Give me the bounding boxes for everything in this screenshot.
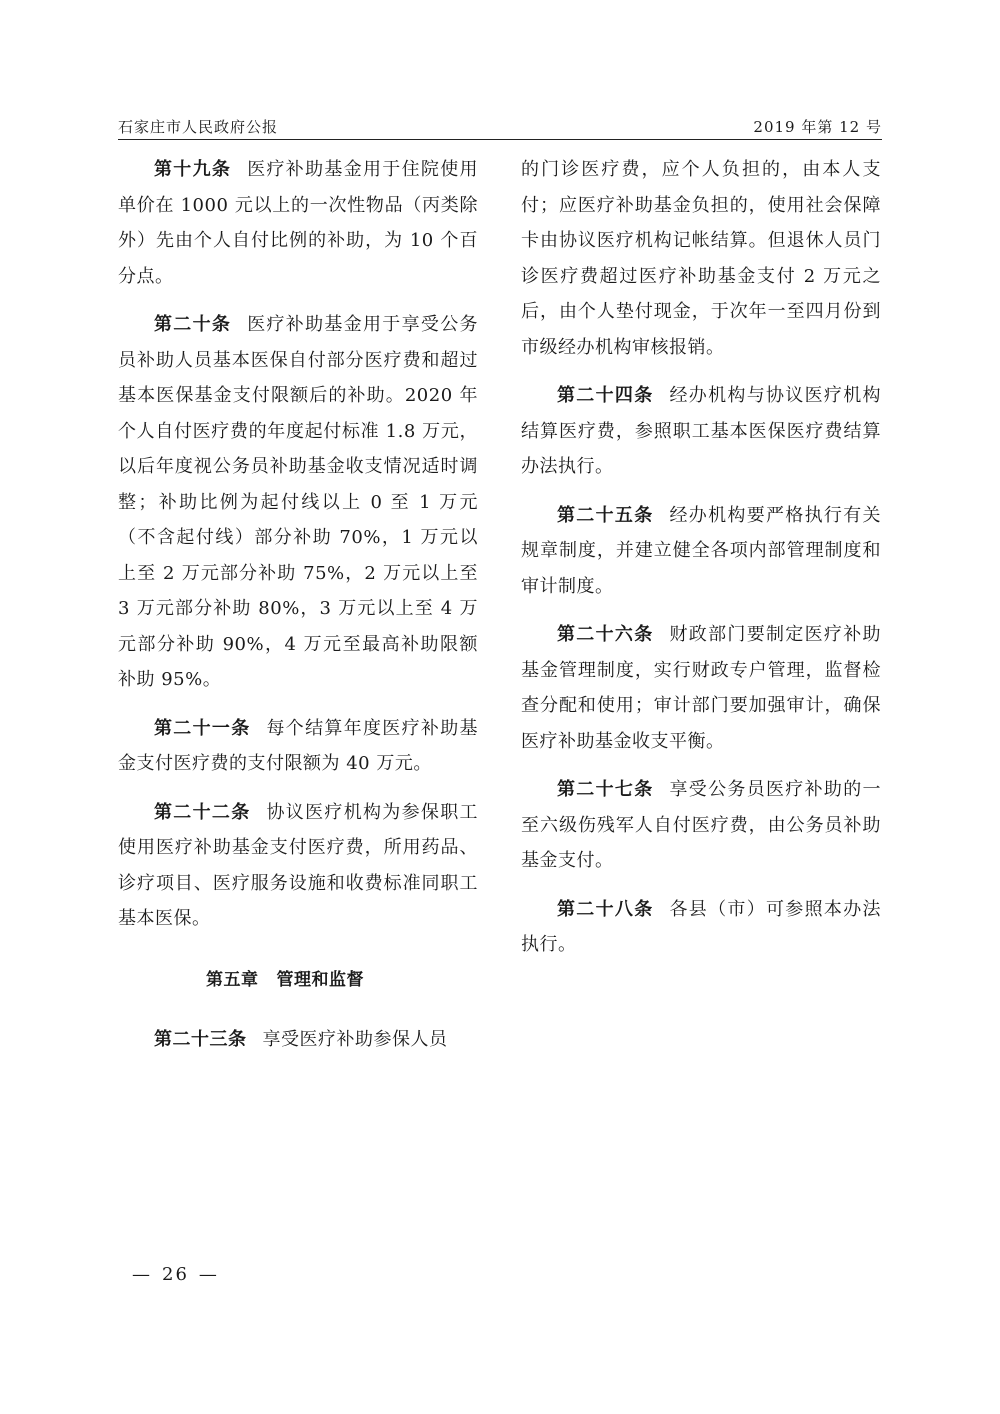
- article-text: 享受公务员医疗补助的一至六级伤残军人自付医疗费，由公务员补助基金支付。: [521, 779, 881, 871]
- article-19: [118, 152, 478, 294]
- article-28: [521, 892, 881, 963]
- article-25: [521, 498, 881, 605]
- article-text: 经办机构要严格执行有关规章制度，并建立健全各项内部管理制度和审计制度。: [521, 504, 881, 597]
- article-text: 每个结算年度医疗补助基金支付医疗费的支付限额为 40 万元。: [118, 717, 478, 774]
- chapter-heading: [118, 963, 478, 999]
- article-text: 财政部门要制定医疗补助基金管理制度，实行财政专户管理，监督检查分配和使用；审计部门要加强审计，确保医疗补助基金收支平衡。: [521, 624, 881, 752]
- article-21: [118, 711, 478, 782]
- article-text: 经办机构与协议医疗机构结算医疗费，参照职工基本医保医疗费结算办法执行。: [521, 385, 881, 477]
- page-footer: [122, 1264, 229, 1285]
- running-header: [118, 116, 882, 138]
- left-column: [118, 152, 478, 1071]
- article-text: 协议医疗机构为参保职工使用医疗补助基金支付医疗费，所用药品、诊疗项目、医疗服务设施和收费标准同职工基本医保。: [118, 801, 478, 929]
- article-label: 第二十八条: [557, 898, 654, 920]
- article-label: 第二十三条: [154, 1029, 247, 1050]
- article-27: [521, 772, 881, 879]
- article-label: 第二十四条: [557, 385, 654, 406]
- article-label: 第二十一条: [154, 717, 251, 739]
- footer-dash-left: —: [132, 1264, 152, 1285]
- chapter-number: 第五章: [206, 969, 259, 990]
- article-label: 第十九条: [154, 159, 232, 180]
- article-26: [521, 617, 881, 759]
- article-23-continued: 的门诊医疗费，应个人负担的，由本人支付；应医疗补助基金负担的，使用社会保障卡由协议医疗机构记帐结算。但退休人员门诊医疗费超过医疗补助基金支付 2 万元之后，由个人垫付现金，于次年一至四月份到市级经办机构审核报销。: [521, 159, 881, 358]
- article-label: 第二十条: [154, 314, 232, 335]
- footer-dash-right: —: [198, 1264, 219, 1285]
- article-22: [118, 795, 478, 937]
- article-label: 第二十二条: [154, 801, 251, 823]
- header-divider: [118, 139, 882, 140]
- article-text: 医疗补助基金用于享受公务员补助人员基本医保自付部分医疗费和超过基本医保基金支付限额后的补助。2020 年个人自付医疗费的年度起付标准 1.8 万元，以后年度视公务员补助基金收支情况适时调整；补助比例为起付线以上 0 至 1 万元（不含起付线）部分补助 70%，1 万元以上至 2 万元部分补助 75%，2 万元以上至 3 万元部分补助 80%，3 万元以上至 4 万元部分补助 90%，4 万元至最高补助限额补助 95%。: [118, 314, 479, 690]
- chapter-title: 管理和监督: [276, 969, 364, 990]
- page-number: 26: [162, 1264, 189, 1285]
- article-24: [521, 378, 881, 485]
- publication-title: 石家庄市人民政府公报: [118, 118, 279, 136]
- article-label: 第二十五条: [557, 504, 654, 526]
- article-text: 享受医疗补助参保人员: [262, 1029, 448, 1050]
- article-20: [118, 307, 478, 698]
- article-label: 第二十七条: [557, 779, 654, 800]
- article-23: [118, 1022, 478, 1058]
- right-column: [521, 152, 881, 976]
- article-label: 第二十六条: [557, 624, 654, 645]
- issue-number: 2019 年第 12 号: [753, 118, 882, 136]
- article-text: 各县（市）可参照本办法执行。: [521, 898, 881, 955]
- article-text: 医疗补助基金用于住院使用单价在 1000 元以上的一次性物品（丙类除外）先由个人自付比例的补助，为 10 个百分点。: [118, 159, 479, 287]
